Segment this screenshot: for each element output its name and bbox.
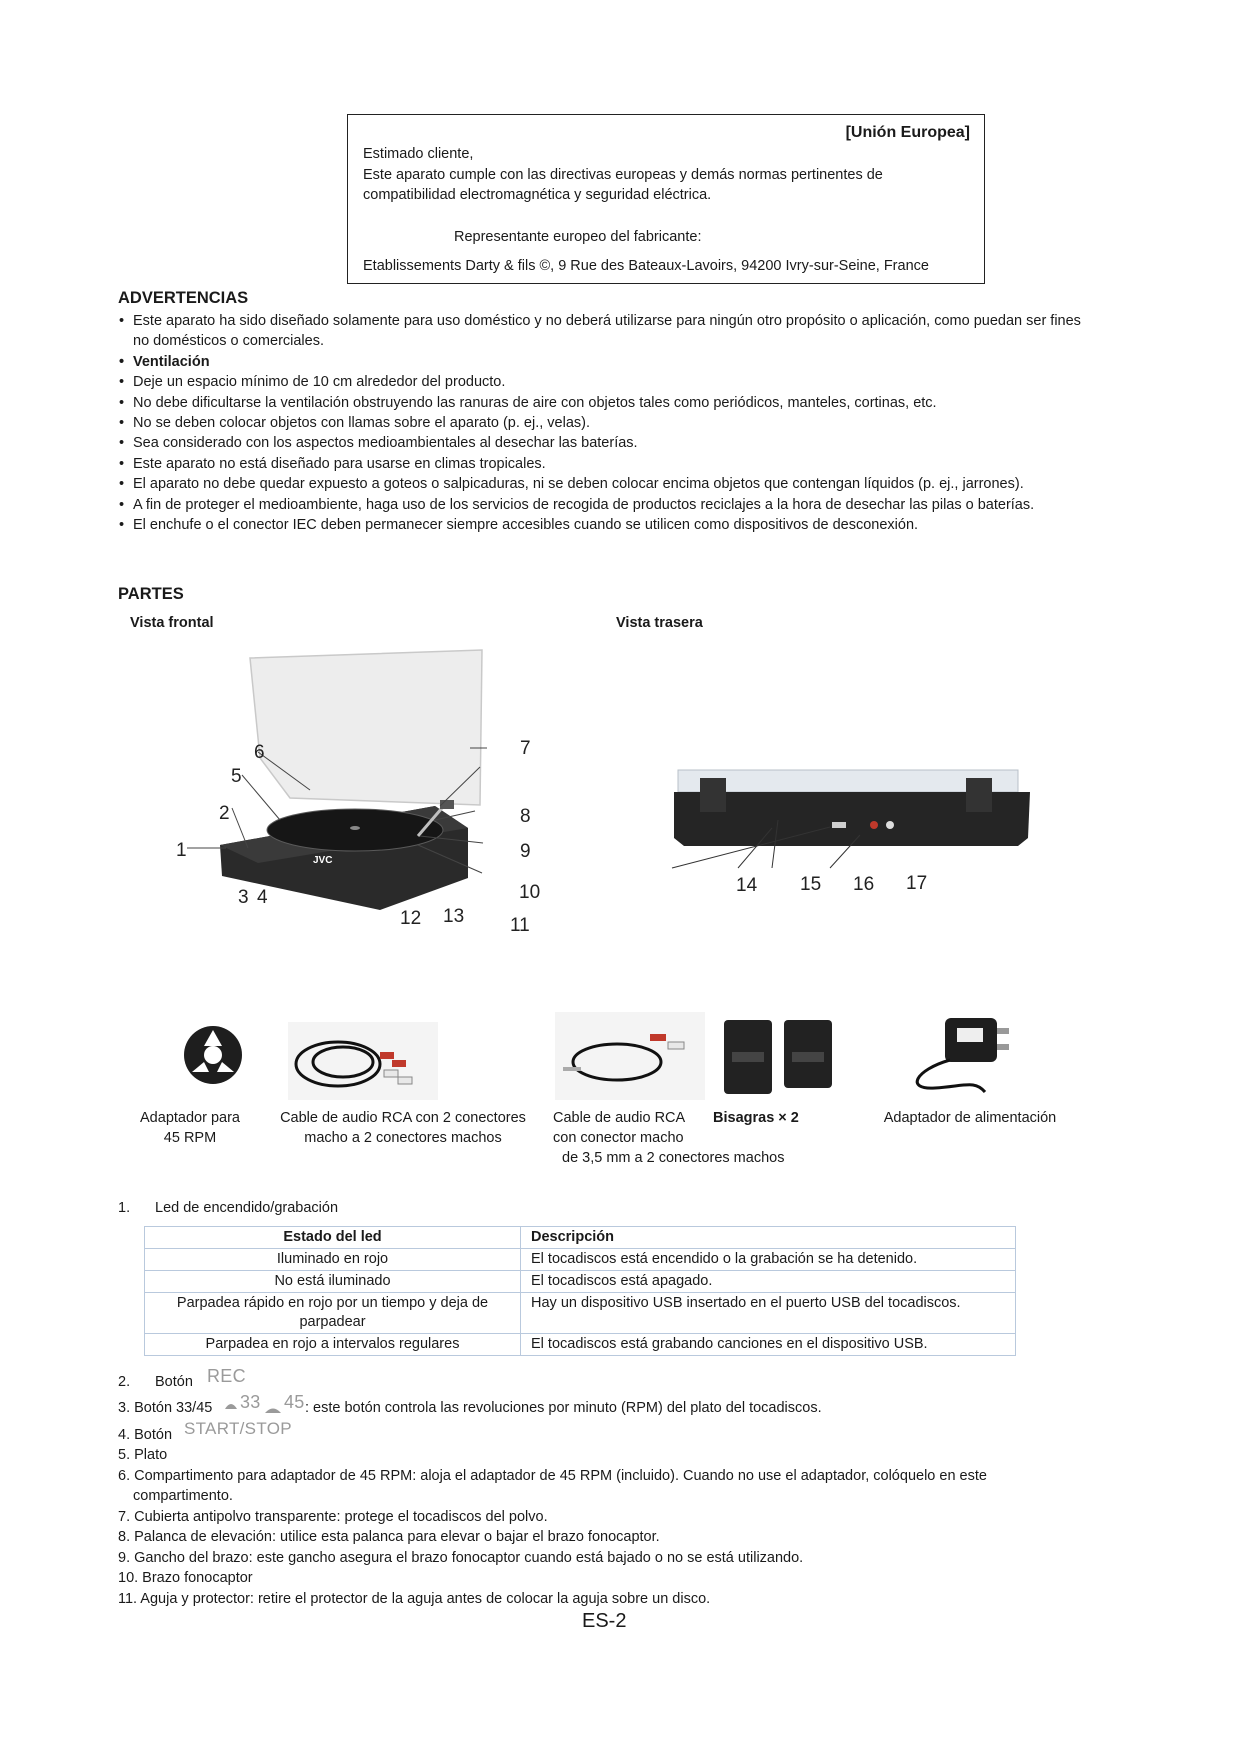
callout-17: 17 <box>906 873 928 894</box>
callout-11: 11 <box>510 915 530 936</box>
led-state-cell: Parpadea en rojo a intervalos regulares <box>145 1334 521 1356</box>
led-status-table <box>144 1226 1016 1356</box>
rpm-45-icon <box>264 1400 282 1420</box>
led-description-cell: El tocadiscos está apagado. <box>521 1271 1016 1293</box>
warnings-list <box>118 311 1088 535</box>
warning-item: • No se deben colocar objetos con llamas sobre el aparato (p. ej., velas). <box>118 413 1088 433</box>
warning-item: • El enchufe o el conector IEC deben permanecer siempre accesibles cuando se utilicen como dispositivos de desconexión. <box>118 515 1088 535</box>
start-stop-glyph: START/STOP <box>184 1419 292 1438</box>
rca-35-cable-caption: Cable de audio RCA con conector macho de 3,5 mm a 2 conectores machos <box>553 1110 785 1166</box>
hinges-caption: Bisagras × 2 <box>713 1110 799 1126</box>
item-2-label: Botón <box>155 1374 193 1390</box>
eu-line-1: Este aparato cumple con las directivas europeas y demás normas pertinentes de <box>363 167 883 183</box>
rpm-33-icon <box>224 1397 238 1417</box>
warnings-title: ADVERTENCIAS <box>118 289 249 307</box>
warning-item: • Este aparato no está diseñado para usarse en climas tropicales. <box>118 454 1088 474</box>
warning-item: • A fin de proteger el medioambiente, haga uso de los servicios de recogida de productos reciclajes a la hora de desechar las pilas o baterías. <box>118 495 1088 515</box>
callout-3: 3 <box>238 887 249 908</box>
item-2-number: 2. <box>118 1374 131 1390</box>
page-number: ES-2 <box>582 1610 627 1632</box>
rear-view-label: Vista trasera <box>616 615 703 631</box>
item-8: 8. Palanca de elevación: utilice esta palanca para elevar o bajar el brazo fonocaptor. <box>118 1529 660 1545</box>
item-5: 5. Plato <box>118 1447 168 1463</box>
warning-item: • El aparato no debe quedar expuesto a goteos o salpicaduras, ni se deben colocar encima objetos que contengan líquidos (p. ej., jarrones). <box>118 474 1088 494</box>
turntable-front-illustration <box>150 640 570 950</box>
led-section-title: Led de encendido/grabación <box>155 1200 339 1216</box>
callout-15: 15 <box>800 874 822 895</box>
front-view-label: Vista frontal <box>130 615 214 631</box>
parts-title: PARTES <box>118 585 184 603</box>
callout-13: 13 <box>443 906 465 927</box>
callout-14: 14 <box>736 875 758 896</box>
eu-notice-header: [Unión Europea] <box>845 124 970 141</box>
warning-item: • Deje un espacio mínimo de 10 cm alrededor del producto. <box>118 372 1088 392</box>
callout-9: 9 <box>520 841 531 862</box>
eu-greeting: Estimado cliente, <box>363 146 474 162</box>
white-jack-shape <box>886 821 894 829</box>
rpm-45-glyph: 45 <box>284 1392 305 1412</box>
led-state-cell: Parpadea rápido en rojo por un tiempo y deja de parpadear <box>145 1293 521 1334</box>
callout-7: 7 <box>520 738 531 759</box>
adapter-45-caption: Adaptador para 45 RPM <box>140 1110 240 1146</box>
table-header-row <box>145 1227 1016 1249</box>
power-adapter-icon <box>905 1010 1035 1095</box>
callout-10: 10 <box>519 882 541 903</box>
led-state-cell: No está iluminado <box>145 1271 521 1293</box>
rec-button-glyph: REC <box>207 1366 246 1386</box>
warning-item: • No debe dificultarse la ventilación obstruyendo las ranuras de aire con objetos tales como periódicos, manteles, cortinas, etc. <box>118 393 1088 413</box>
led-description-cell: El tocadiscos está grabando canciones en el dispositivo USB. <box>521 1334 1016 1356</box>
rca-cable-icon <box>288 1022 438 1100</box>
callout-8: 8 <box>520 806 531 827</box>
eu-line-2: compatibilidad electromagnética y seguridad eléctrica. <box>363 187 712 203</box>
eu-notice-box <box>347 114 985 284</box>
warning-item: • Este aparato ha sido diseñado solamente para uso doméstico y no deberá utilizarse para ningún otro propósito o aplicación, como puedan ser fines no domésticos o comerciales. <box>118 311 1088 352</box>
item-7: 7. Cubierta antipolvo transparente: protege el tocadiscos del polvo. <box>118 1509 548 1525</box>
item-11: 11. Aguja y protector: retire el protector de la aguja antes de colocar la aguja sobre un disco. <box>118 1591 711 1607</box>
callout-2: 2 <box>219 803 230 824</box>
callout-1: 1 <box>176 840 187 861</box>
item-6: 6. Compartimento para adaptador de 45 RPM: aloja el adaptador de 45 RPM (incluido). Cuando no use el adaptador, colóquelo en este compartimento. <box>118 1468 987 1504</box>
item-9: 9. Gancho del brazo: este gancho asegura el brazo fonocaptor cuando está bajado o no se está utilizando. <box>118 1550 804 1566</box>
callout-6: 6 <box>254 742 265 763</box>
item-3-text: : este botón controla las revoluciones por minuto (RPM) del plato del tocadiscos. <box>305 1400 822 1416</box>
usb-port-shape <box>832 822 846 828</box>
led-state-cell: Iluminado en rojo <box>145 1249 521 1271</box>
callout-5: 5 <box>231 766 242 787</box>
turntable-rear-illustration <box>660 760 1060 870</box>
table-row <box>145 1334 1016 1356</box>
table-row <box>145 1293 1016 1334</box>
eu-address: Etablissements Darty & fils ©, 9 Rue des Bateaux-Lavoirs, 94200 Ivry-sur-Seine, France <box>363 258 929 274</box>
led-description-cell: Hay un dispositivo USB insertado en el puerto USB del tocadiscos. <box>521 1293 1016 1334</box>
brand-label: JVC <box>313 855 333 866</box>
power-adapter-caption: Adaptador de alimentación <box>883 1110 1057 1126</box>
item-10: 10. Brazo fonocaptor <box>118 1570 253 1586</box>
led-section-number: 1. <box>118 1200 131 1216</box>
rca-cable-caption: Cable de audio RCA con 2 conectores macho a 2 conectores machos <box>280 1110 526 1146</box>
warning-item-ventilation: • Ventilación <box>118 352 1088 372</box>
callout-16: 16 <box>853 874 875 895</box>
callout-4: 4 <box>257 887 268 908</box>
rpm-33-glyph: 33 <box>240 1392 261 1412</box>
rca-35-cable-icon <box>555 1012 705 1100</box>
table-row <box>145 1271 1016 1293</box>
eu-rep-label: Representante europeo del fabricante: <box>454 229 702 245</box>
led-description-cell: El tocadiscos está encendido o la grabación se ha detenido. <box>521 1249 1016 1271</box>
adapter-45-icon <box>180 1020 250 1095</box>
hinges-icon <box>718 1016 838 1101</box>
item-4-label: 4. Botón <box>118 1427 173 1443</box>
red-jack-shape <box>870 821 878 829</box>
table-row <box>145 1249 1016 1271</box>
dust-cover-shape <box>250 650 482 805</box>
item-3-label: 3. Botón 33/45 <box>118 1400 213 1416</box>
col-header-state: Estado del led <box>145 1227 521 1249</box>
col-header-description: Descripción <box>521 1227 1016 1249</box>
warning-item: • Sea considerado con los aspectos medioambientales al desechar las baterías. <box>118 433 1088 453</box>
callout-12: 12 <box>400 908 422 929</box>
